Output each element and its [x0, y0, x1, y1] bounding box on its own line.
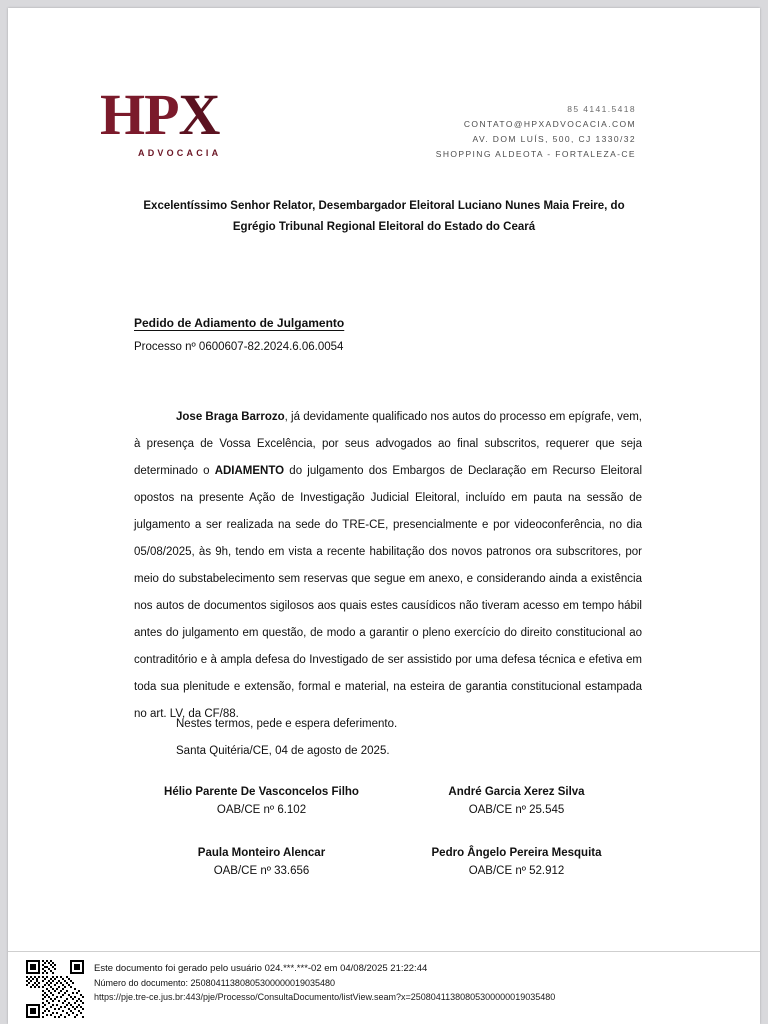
signature-entry: [389, 783, 644, 820]
addressee-line-2: Egrégio Tribunal Regional Eleitoral do Estado do Ceará: [232, 221, 536, 234]
body-highlight: ADIAMENTO: [214, 465, 285, 478]
footer-stamp: [8, 951, 760, 1024]
footer-verification-link[interactable]: https://pje.tre-ce.jus.br:443/pje/Processo/ConsultaDocumento/listView.seam?x=25080411380805300000019035480: [94, 991, 556, 1002]
signature-name: Pedro Ângelo Pereira Mesquita: [431, 846, 602, 859]
firm-logo: [100, 82, 300, 172]
signature-oab: OAB/CE nº 33.656: [213, 865, 310, 878]
footer-line-2: Número do documento: 25080411380805300000019035480: [94, 977, 336, 988]
signature-entry: [134, 783, 389, 820]
signature-block: [134, 783, 644, 905]
contact-address-line1: AV. DOM LUÍS, 500, CJ 1330/32: [472, 133, 636, 144]
signature-name: André Garcia Xerez Silva: [448, 786, 585, 798]
closing-line: Nestes termos, pede e espera deferimento.: [176, 718, 398, 730]
signature-entry: [389, 844, 644, 881]
document-page: [8, 8, 760, 1024]
signature-row: [134, 844, 644, 881]
body-text-part-3: do julgamento dos Embargos de Declaração em Recurso Eleitoral opostos na presente Ação de Investigação Judicial Eleitoral, incluído em pauta na sessão de julgamento a ser realizada na sede do TRE-CE, presencialmente e por videoconferência, no dia 05/08/2025, às 9h, tendo em vista a recente habilitação dos novos patronos ora subscritores, por meio do substabelecimento sem reservas que segue em anexo, e considerando ainda a existência nos autos de documentos sigilosos aos quais estes causídicos não tiveram acesso em tempo hábil antes do julgamento em questão, de modo a garantir o pleno exercício do direito constitucional ao contraditório e à ampla defesa do Investigado de ser assistido por uma defesa técnica e efetiva em toda sua plenitude e extensão, formal e material, na esteira de garantia constitucional estampada no art. LV, da CF/88.: [134, 465, 642, 721]
qr-code-icon: [26, 960, 84, 1018]
logo-text: HP: [100, 82, 179, 147]
footer-validation-text: [94, 962, 555, 1005]
signature-name: Hélio Parente De Vasconcelos Filho: [164, 786, 359, 798]
signature-oab: OAB/CE nº 6.102: [216, 804, 307, 817]
letterhead: [8, 82, 760, 176]
contact-email: CONTATO@HPXADVOCACIA.COM: [463, 118, 636, 129]
place-and-date: Santa Quitéria/CE, 04 de agosto de 2025.: [176, 745, 390, 757]
contact-block: [436, 102, 636, 162]
logo-subtitle: ADVOCACIA: [138, 148, 222, 158]
addressee-line-1: Excelentíssimo Senhor Relator, Desembargador Eleitoral Luciano Nunes Maia Freire, do: [143, 200, 625, 212]
signature-entry: [134, 844, 389, 881]
footer-line-1: Este documento foi gerado pelo usuário 024.***.***-02 em 04/08/2025 21:22:44: [94, 963, 428, 974]
party-name: Jose Braga Barrozo: [176, 411, 285, 423]
signature-oab: OAB/CE nº 52.912: [468, 865, 565, 878]
body-paragraph: [134, 404, 642, 728]
logo-text-accent: X: [178, 82, 220, 147]
contact-phone: 85 4141.5418: [567, 104, 636, 114]
document-title: Pedido de Adiamento de Julgamento: [134, 316, 345, 330]
body-text-part-2: , já devidamente qualificado nos autos do processo em epígrafe, vem, à presença de Vossa Excelência, por seus advogados ao final subscritos, requerer que seja determinado o: [134, 411, 643, 478]
signature-name: Paula Monteiro Alencar: [197, 846, 326, 859]
signature-row: [134, 783, 644, 820]
process-number: Processo nº 0600607-82.2024.6.06.0054: [134, 341, 344, 353]
addressee-block: [134, 196, 634, 239]
signature-oab: OAB/CE nº 25.545: [468, 804, 565, 817]
contact-address-line2: SHOPPING ALDEOTA - FORTALEZA-CE: [435, 148, 636, 159]
